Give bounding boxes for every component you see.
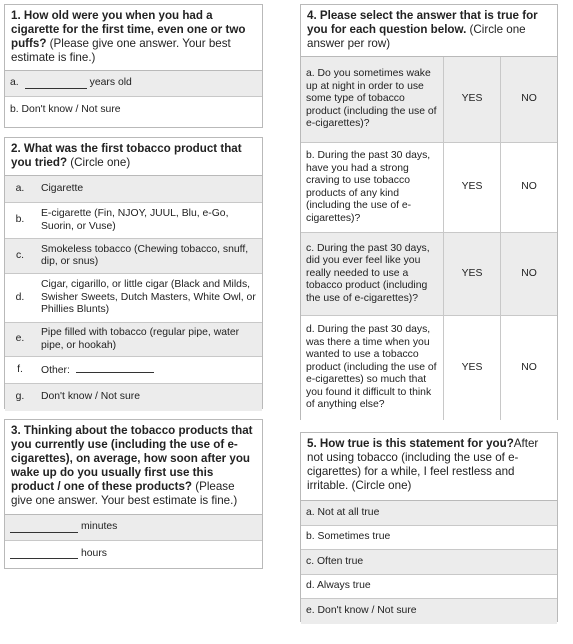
option-letter: c. (15, 249, 25, 261)
other-blank[interactable] (76, 363, 154, 373)
question-4-title-rest: (Circle one answer per row) (307, 23, 526, 50)
option-letter: g. (15, 391, 25, 403)
option-text: Smokeless tobacco (Chewing tobacco, snuff, dip, or snus) (41, 243, 249, 267)
question-4-title (301, 5, 557, 57)
option-text: Pipe filled with tobacco (regular pipe, water pipe, or hookah) (41, 327, 240, 351)
q2-option-c[interactable] (5, 239, 262, 274)
option-label: c. Often true (306, 555, 364, 567)
no-option[interactable]: NO (521, 93, 537, 105)
q4-row-b (301, 143, 557, 233)
option-b-label: b. Don't know / Not sure (10, 103, 121, 115)
option-letter: e. (15, 333, 25, 345)
statement-text: a. Do you sometimes wake up at night in order to use some type of tobacco product (including the use of e-cigarettes)? (301, 57, 444, 142)
question-2-box (4, 137, 263, 409)
q2-option-e[interactable] (5, 323, 262, 357)
q5-option-c[interactable] (301, 550, 557, 575)
q5-option-b[interactable] (301, 526, 557, 551)
option-label: d. Always true (306, 580, 371, 591)
question-1-title-rest: (Please give one answer. Your best estimate is fine.) (11, 37, 231, 64)
question-3-title (5, 420, 262, 515)
question-5-title-rest: After not using tobacco (including the use of e-cigarettes) for a while, I feel restless and irritable. (Circle one) (307, 437, 539, 492)
option-text: E-cigarette (Fin, NJOY, JUUL, Blu, e-Go, Suorin, or Vuse) (41, 208, 229, 232)
yes-option[interactable]: YES (444, 233, 501, 315)
option-text: Cigarette (41, 182, 84, 194)
question-1-option-b[interactable] (5, 97, 262, 123)
option-label: a. Not at all true (306, 506, 380, 518)
q2-option-d[interactable] (5, 274, 262, 323)
yes-option[interactable]: YES (444, 316, 501, 420)
statement-text: c. During the past 30 days, did you ever feel like you really needed to use a tobacco product (including the use of e-cigarettes)? (301, 233, 444, 315)
question-1-box (4, 4, 263, 128)
q4-row-a (301, 57, 557, 143)
question-4-box (300, 4, 558, 420)
question-1-option-a[interactable] (5, 71, 262, 97)
q4-row-c (301, 233, 557, 316)
question-5-title (301, 433, 557, 501)
question-3-title-rest: (Please give one answer. Your best estimate is fine.) (11, 480, 238, 507)
q5-option-a[interactable] (301, 501, 557, 526)
age-blank[interactable] (25, 79, 87, 89)
yes-option[interactable]: YES (444, 57, 501, 142)
hours-blank[interactable] (10, 549, 78, 559)
option-label: e. Don't know / Not sure (306, 605, 417, 616)
statement-text: b. During the past 30 days, have you had a strong craving to use tobacco products of any kind (including the use of e-cigarettes)? (301, 143, 444, 232)
option-letter: a. (15, 182, 25, 194)
question-3-title-bold: 3. Thinking about the tobacco products that you currently use (including the use of e-cigarettes), on average, how soon after you wake up do you usually first use this product / one of these products? (11, 424, 253, 493)
option-text (35, 361, 262, 380)
option-letter: f. (17, 363, 23, 375)
no-option[interactable]: NO (521, 361, 537, 373)
question-5-title-bold: 5. How true is this statement for you? (307, 437, 514, 450)
hours-row[interactable] (5, 541, 262, 567)
option-a-suffix: years old (89, 77, 132, 89)
minutes-blank[interactable] (10, 523, 78, 533)
option-text: Don't know / Not sure (41, 391, 141, 403)
question-3-box (4, 419, 263, 569)
minutes-row[interactable] (5, 515, 262, 541)
option-a-prefix: a. (10, 77, 19, 89)
option-text: Cigar, cigarillo, or little cigar (Black and Milds, Swisher Sweets, Dutch Masters, White Owl, or Phillies Blunts) (41, 279, 256, 316)
q5-option-e[interactable] (301, 599, 557, 624)
statement-text: d. During the past 30 days, was there a time when you wanted to use a tobacco product (including the use of e-cigarettes) so much that you found it difficult to think of anything else? (301, 316, 444, 420)
q5-option-d[interactable] (301, 575, 557, 600)
question-2-title-rest: (Circle one) (67, 156, 131, 169)
no-option[interactable]: NO (521, 181, 537, 193)
question-1-title-bold: 1. How old were you when you had a cigarette for the first time, even one or two puffs? (11, 9, 246, 50)
no-option[interactable]: NO (521, 267, 537, 279)
option-label: b. Sometimes true (306, 531, 391, 542)
question-5-box (300, 432, 558, 622)
option-letter: d. (15, 291, 25, 303)
question-2-title-bold: 2. What was the first tobacco product that you tried? (11, 142, 242, 169)
q2-option-f[interactable] (5, 357, 262, 384)
question-2-title (5, 138, 262, 176)
q2-option-a[interactable] (5, 176, 262, 203)
option-letter: b. (15, 214, 25, 226)
hours-label: hours (81, 547, 107, 559)
question-1-title (5, 5, 262, 71)
question-4-title-bold: 4. Please select the answer that is true for you for each question below. (307, 9, 538, 36)
other-label: Other: (41, 364, 70, 376)
q2-option-g[interactable] (5, 384, 262, 411)
yes-option[interactable]: YES (444, 143, 501, 232)
minutes-label: minutes (81, 521, 118, 533)
q4-row-d (301, 316, 557, 420)
q2-option-b[interactable] (5, 203, 262, 239)
